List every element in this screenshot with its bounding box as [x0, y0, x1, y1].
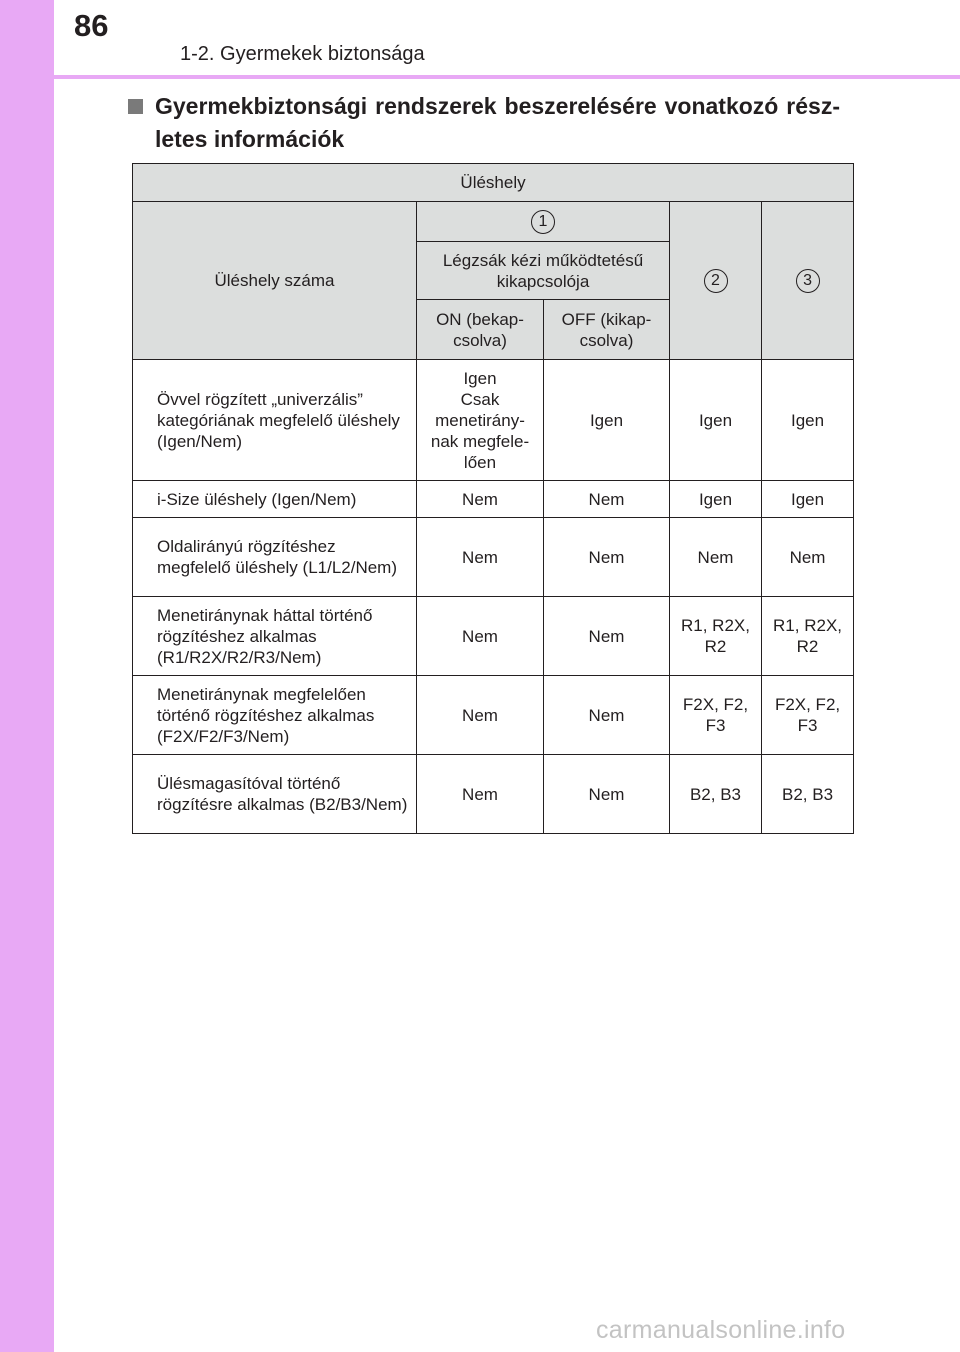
seat-1-number: 1 — [531, 210, 555, 234]
cell-line: nak megfele- — [430, 431, 530, 451]
cell-line: lően — [463, 452, 497, 472]
table-cell: Nem — [544, 676, 670, 755]
table-cell: Nem — [417, 597, 544, 676]
table-cell: Nem — [417, 481, 544, 518]
table-cell: Nem — [417, 676, 544, 755]
row-label: Ülésmagasítóval történő rögzítésre alkalmas (B2/B3/Nem) — [133, 755, 417, 834]
page-number: 86 — [74, 8, 109, 43]
airbag-on-label: ON (bekap-csolva) — [417, 300, 544, 360]
square-bullet-icon — [128, 99, 143, 114]
watermark-text: carmanualsonline.info — [596, 1316, 846, 1344]
table-cell — [417, 360, 544, 481]
seat-position-header: Üléshely — [133, 164, 854, 202]
page-heading: Gyermekbiztonsági rendszerek beszerelésére vonatkozó rész-letes információk — [155, 93, 840, 152]
header-rule — [54, 75, 960, 79]
row-label: Övvel rögzített „univerzális” kategóriának megfelelő üléshely (Igen/Nem) — [133, 360, 417, 481]
table-cell: Nem — [544, 597, 670, 676]
table-cell: Nem — [762, 518, 854, 597]
row-label: Menetiránynak megfelelően történő rögzítéshez alkalmas (F2X/F2/F3/Nem) — [133, 676, 417, 755]
table-cell: Igen — [670, 360, 762, 481]
row-label: Menetiránynak háttal történő rögzítéshez alkalmas (R1/R2X/R2/R3/Nem) — [133, 597, 417, 676]
airbag-off-label: OFF (kikap-csolva) — [544, 300, 670, 360]
table-cell: R1, R2X, R2 — [670, 597, 762, 676]
table-cell: Igen — [762, 360, 854, 481]
table-cell: Igen — [762, 481, 854, 518]
table-cell: F2X, F2, F3 — [762, 676, 854, 755]
row-label: Oldalirányú rögzítéshez megfelelő üléshely (L1/L2/Nem) — [133, 518, 417, 597]
table-cell: B2, B3 — [762, 755, 854, 834]
seat-number-label: Üléshely száma — [133, 202, 417, 360]
table-cell: Nem — [544, 755, 670, 834]
cell-line: Csak — [460, 389, 500, 409]
seat-2-header — [670, 202, 762, 360]
seat-1-header — [417, 202, 670, 242]
airbag-switch-label: Légzsák kézi működtetésű kikapcsolója — [417, 242, 670, 300]
table-cell: B2, B3 — [670, 755, 762, 834]
cell-line: menetirány- — [435, 410, 525, 430]
table-cell: Igen — [544, 360, 670, 481]
table-cell: Nem — [670, 518, 762, 597]
chapter-color-bar — [0, 0, 54, 1352]
table-cell: Nem — [544, 518, 670, 597]
seat-3-header — [762, 202, 854, 360]
table-cell: Nem — [544, 481, 670, 518]
section-title: 1-2. Gyermekek biztonsága — [180, 43, 425, 65]
table-cell: Nem — [417, 755, 544, 834]
seat-2-number: 2 — [704, 269, 728, 293]
heading-block — [128, 90, 840, 156]
child-seat-table — [132, 163, 854, 834]
cell-line: Igen — [463, 368, 497, 388]
table-cell: Igen — [670, 481, 762, 518]
table-cell: F2X, F2, F3 — [670, 676, 762, 755]
table-cell: R1, R2X, R2 — [762, 597, 854, 676]
row-label: i-Size üléshely (Igen/Nem) — [133, 481, 417, 518]
table-cell: Nem — [417, 518, 544, 597]
seat-3-number: 3 — [796, 269, 820, 293]
